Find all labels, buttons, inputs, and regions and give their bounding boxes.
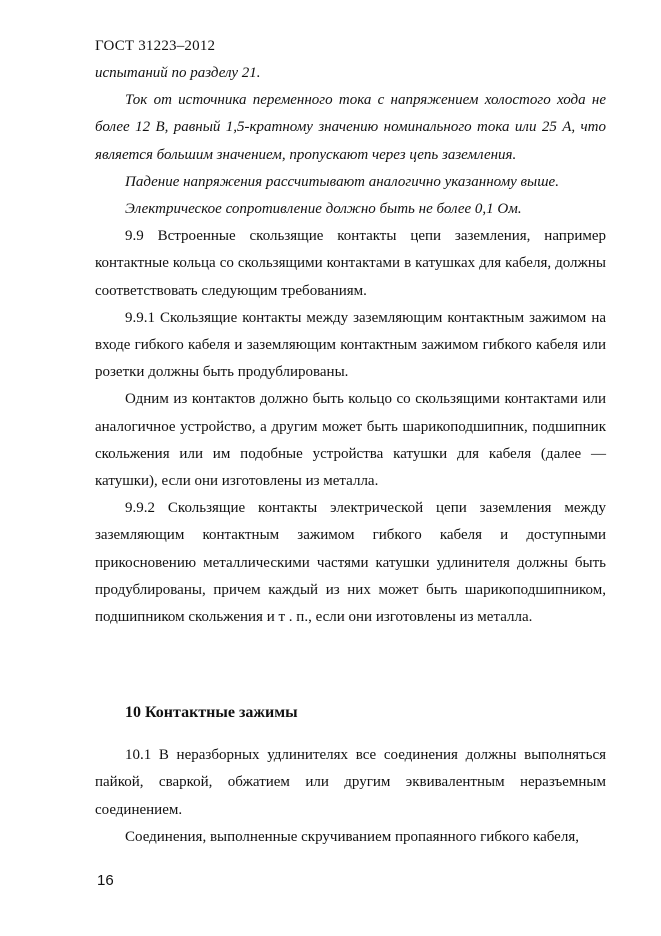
document-header: ГОСТ 31223–2012 <box>95 38 216 54</box>
document-body <box>95 60 606 851</box>
paragraph: Ток от источника переменного тока с напряжением холостого хода не более 12 В, равный 1,5-кратному значению номинального тока или 25 А, что является большим значением, пропускают через цепь заземления. <box>95 92 606 163</box>
paragraph: испытаний по разделу 21. <box>95 65 261 81</box>
page-number: 16 <box>97 872 114 889</box>
paragraph: 9.9.1 Скользящие контакты между заземляющим контактным зажимом на входе гибкого кабеля и заземляющим контактным зажимом гибкого кабеля или розетки должны быть продублированы. <box>95 309 606 381</box>
section-heading: 10 Контактные зажимы <box>125 704 298 722</box>
paragraph: 10.1 В неразборных удлинителях все соединения должны выполняться пайкой, сваркой, обжатием или другим эквивалентным неразъемным соединением. <box>95 747 606 818</box>
paragraph: 9.9.2 Скользящие контакты электрической цепи заземления между заземляющим контактным зажимом гибкого кабеля и доступными прикосновению металлическими частями катушки удлинителя должны быть продублированы, причем каждый из них может быть шарикоподшипником, подшипником скольжения и т . п., если они изготовлены из металла. <box>95 500 606 626</box>
paragraph: Соединения, выполненные скручиванием пропаянного гибкого кабеля, <box>125 828 579 845</box>
paragraph: Одним из контактов должно быть кольцо со скользящими контактами или аналогичное устройство, а другим может быть шарикоподшипник, подшипник скольжения или им подобные устройства катушки для кабеля (далее — катушки), если они изготовлены из металла. <box>95 391 606 490</box>
paragraph: Падение напряжения рассчитывают аналогично указанному выше. <box>125 173 559 190</box>
paragraph: Электрическое сопротивление должно быть не более 0,1 Ом. <box>125 201 522 218</box>
paragraph: 9.9 Встроенные скользящие контакты цепи заземления, например контактные кольца со скользящими контактами в катушках для кабеля, должны соответствовать следующим требованиям. <box>95 228 606 299</box>
